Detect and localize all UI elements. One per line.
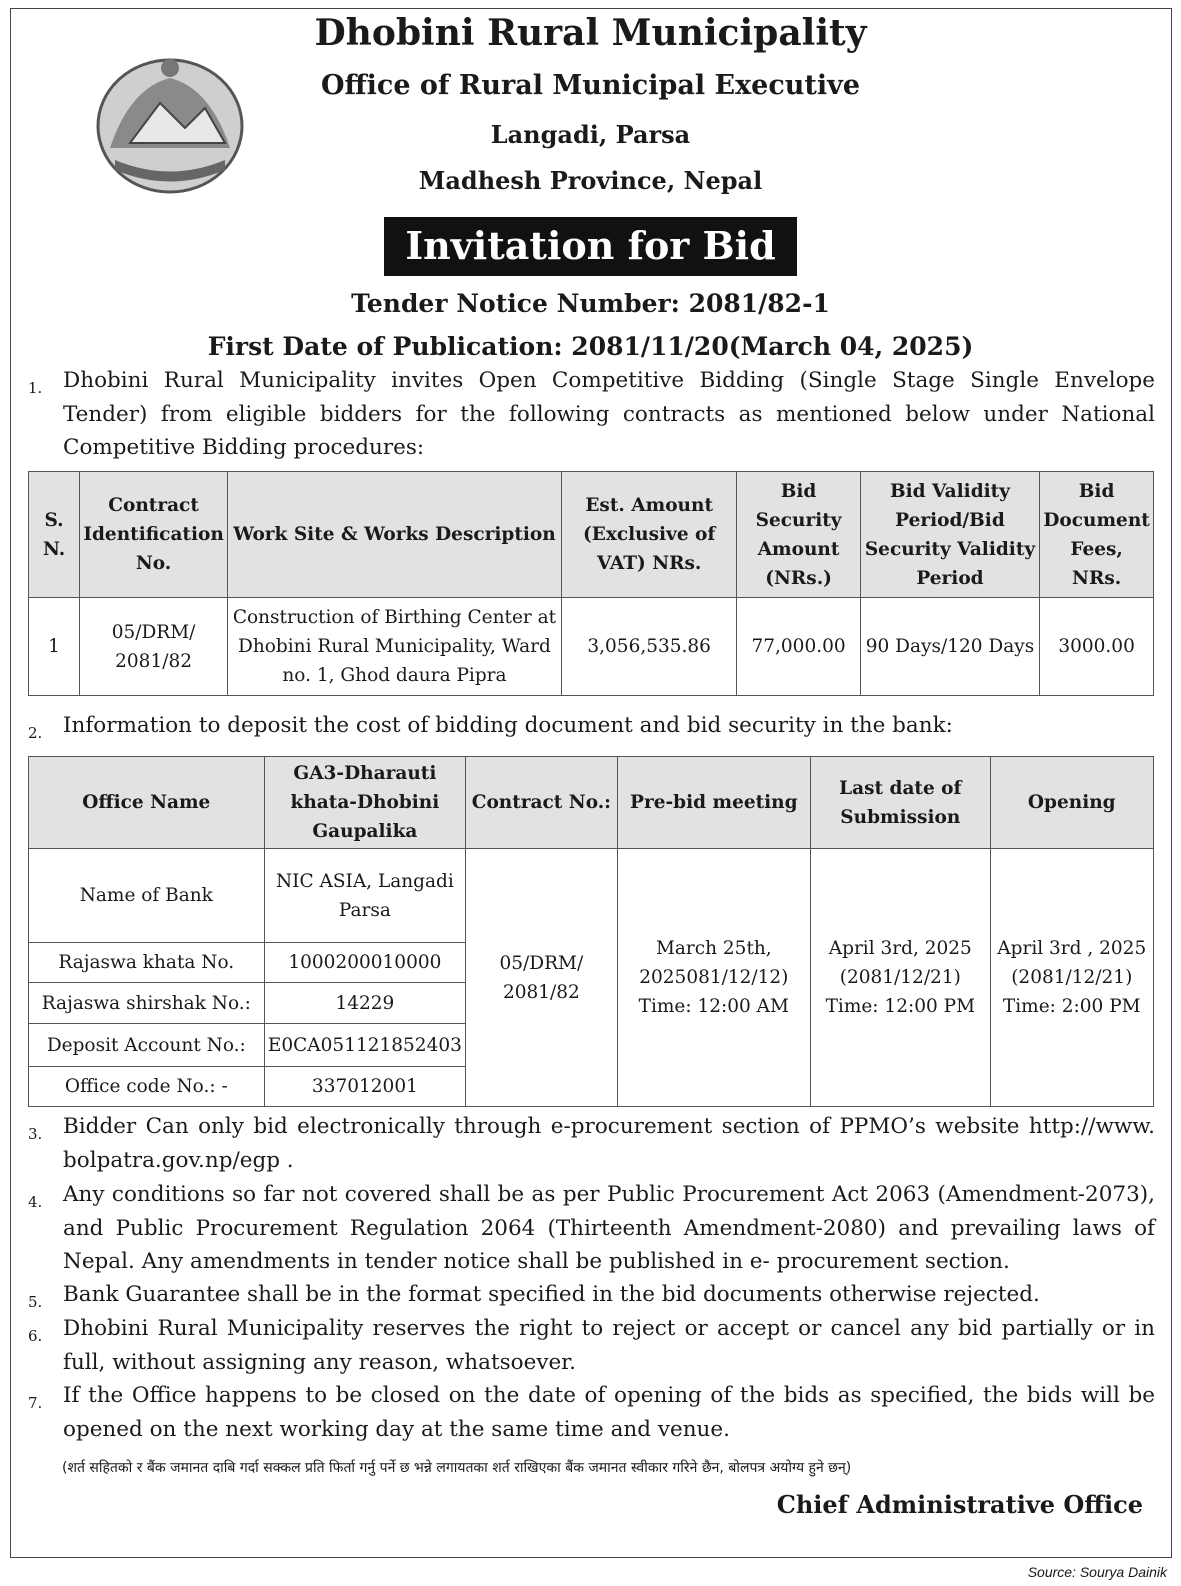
publication-date: First Date of Publication: 2081/11/20(March 04, 2025) (207, 332, 974, 361)
paragraph-text: Any conditions so far not covered shall be as per Public Procurement Act 2063 (Amendment-2073), and Public Procurement Regulation 2064 (Thirteenth Amendment-2080) and prevailing laws of Nepal. Any amendments in tender notice shall be published in e- procurement section. (63, 1182, 1155, 1274)
municipality-title: Dhobini Rural Municipality (314, 12, 867, 54)
item-number: 5. (28, 1293, 43, 1311)
paragraph-7 (28, 1379, 1155, 1446)
cell-prebid: March 25th, 2025081/12/12) Time: 12:00 AM (617, 849, 811, 1107)
cell-deposit-value: E0CA051121852403 (264, 1024, 466, 1067)
header-validity: Bid Validity Period/Bid Security Validity Period (860, 472, 1039, 598)
paragraph-text: Dhobini Rural Municipality invites Open Competitive Bidding (Single Stage Single Envelope Tender) from eligible bidders for the following contracts as mentioned below under National Competitive Bidding procedures: (63, 368, 1155, 460)
cell-security: 77,000.00 (737, 598, 860, 696)
item-number: 4. (28, 1193, 43, 1211)
cell-deposit-label: Deposit Account No.: (29, 1024, 265, 1067)
header-contract-id: Contract Identification No. (80, 472, 228, 598)
cell-shirshak-value: 14229 (264, 983, 466, 1024)
signature: Chief Administrative Office (776, 1490, 1143, 1519)
cell-work: Construction of Birthing Center at Dhobini Rural Municipality, Ward no. 1, Ghod daura Pipra (228, 598, 562, 696)
cell-khata-label: Rajaswa khata No. (29, 943, 265, 983)
paragraph-4 (28, 1178, 1155, 1279)
item-number: 1. (28, 379, 43, 397)
contract-table (28, 471, 1154, 696)
cell-opening: April 3rd , 2025 (2081/12/21) Time: 2:00 PM (990, 849, 1153, 1107)
paragraph-6 (28, 1312, 1155, 1379)
province-line: Madhesh Province, Nepal (418, 166, 763, 195)
header-last-date: Last date of Submission (811, 757, 990, 849)
office-title: Office of Rural Municipal Executive (320, 70, 861, 101)
table-row (29, 598, 1154, 696)
nepali-note: (शर्त सहितको र बैंक जमानत दाबि गर्दा सक्कल प्रति फिर्ता गर्नु पर्ने छ भन्ने लगायतका शर्त राखिएका बैंक जमानत स्वीकार गरिने छैन, बोलपत्र अयोग्य हुने छन्) (62, 1460, 852, 1476)
cell-office-code-value: 337012001 (264, 1067, 466, 1107)
cell-last-date: April 3rd, 2025 (2081/12/21) Time: 12:00 PM (811, 849, 990, 1107)
cell-contract-id: 05/DRM/ 2081/82 (80, 598, 228, 696)
header-security: Bid Security Amount (NRs.) (737, 472, 860, 598)
cell-sn: 1 (29, 598, 80, 696)
header-contract-no: Contract No.: (466, 757, 617, 849)
paragraph-text: If the Office happens to be closed on the date of opening of the bids as specified, the bids will be opened on the next working day at the same time and venue. (63, 1383, 1155, 1442)
cell-khata-value: 1000200010000 (264, 943, 466, 983)
cell-bank-label: Name of Bank (29, 849, 265, 943)
paragraph-text: Bidder Can only bid electronically through e-procurement section of PPMO’s website http://www. bolpatra.gov.np/egp . (63, 1114, 1155, 1173)
source-credit: Source: Sourya Dainik (1027, 1564, 1167, 1580)
paragraph-text: Dhobini Rural Municipality reserves the right to reject or accept or cancel any bid partially or in full, without assigning any reason, whatsoever. (63, 1316, 1155, 1375)
cell-bank-value: NIC ASIA, Langadi Parsa (264, 849, 466, 943)
cell-office-code-label: Office code No.: - (29, 1067, 265, 1107)
header-account: GA3-Dharauti khata-Dhobini Gaupalika (264, 757, 466, 849)
table-row (29, 849, 1154, 943)
header-office-name: Office Name (29, 757, 265, 849)
paragraph-3 (28, 1110, 1155, 1177)
item-number: 3. (28, 1125, 43, 1143)
header-amount: Est. Amount (Exclusive of VAT) NRs. (561, 472, 736, 598)
item-number: 7. (28, 1394, 43, 1412)
header-fees: Bid Document Fees, NRs. (1040, 472, 1154, 598)
address-line: Langadi, Parsa (490, 120, 691, 149)
invitation-banner: Invitation for Bid (384, 217, 797, 276)
paragraph-5 (28, 1278, 1155, 1312)
bank-info-table (28, 756, 1154, 1107)
paragraph-text: Bank Guarantee shall be in the format specified in the bid documents otherwise rejected. (63, 1282, 1040, 1307)
cell-fees: 3000.00 (1040, 598, 1154, 696)
cell-amount: 3,056,535.86 (561, 598, 736, 696)
header-sn: S. N. (29, 472, 80, 598)
header-prebid: Pre-bid meeting (617, 757, 811, 849)
paragraph-text: Information to deposit the cost of bidding document and bid security in the bank: (63, 713, 953, 738)
cell-contract-no: 05/DRM/ 2081/82 (466, 849, 617, 1107)
tender-notice-number: Tender Notice Number: 2081/82-1 (351, 289, 830, 318)
cell-validity: 90 Days/120 Days (860, 598, 1039, 696)
header-work: Work Site & Works Description (228, 472, 562, 598)
item-number: 2. (28, 724, 43, 742)
cell-shirshak-label: Rajaswa shirshak No.: (29, 983, 265, 1024)
paragraph-1 (28, 364, 1155, 465)
paragraph-2 (28, 709, 1155, 743)
item-number: 6. (28, 1327, 43, 1345)
header-opening: Opening (990, 757, 1153, 849)
